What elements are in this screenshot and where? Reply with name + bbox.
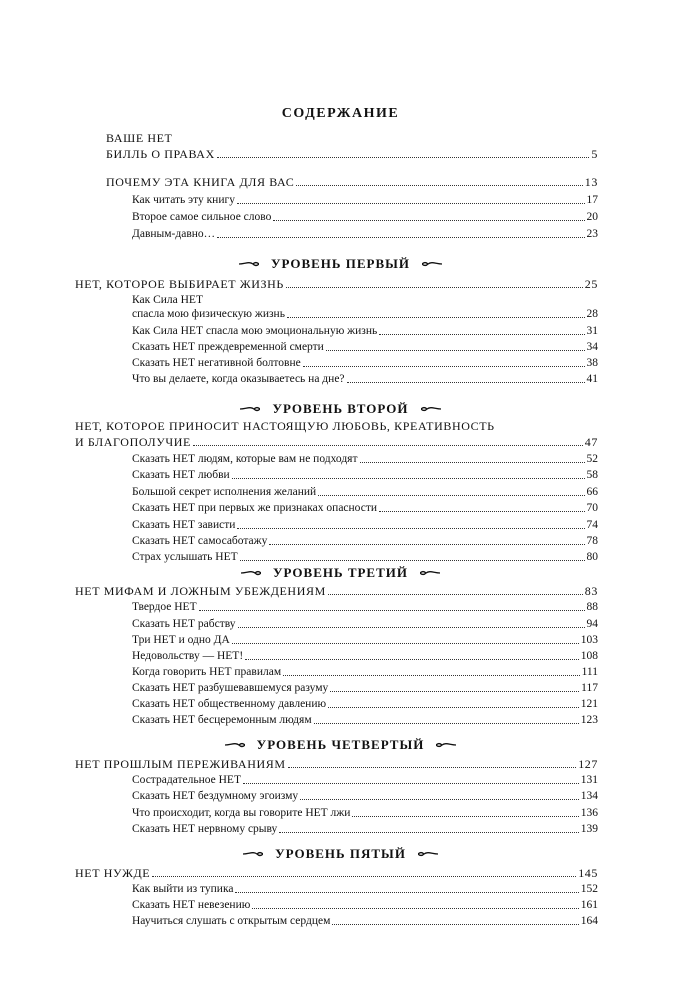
toc-entry-text: Второе самое сильное слово — [132, 211, 272, 223]
dot-leader — [286, 286, 583, 288]
dot-leader — [238, 626, 585, 628]
toc-entry[interactable] — [132, 617, 598, 631]
toc-entry-text: И БЛАГОПОЛУЧИЕ — [75, 435, 191, 449]
toc-entry-page: 23 — [586, 228, 598, 240]
toc-entry-text: Сказать НЕТ людям, которые вам не подходят — [132, 453, 358, 465]
toc-entry-text: Сказать НЕТ любви — [132, 469, 230, 481]
toc-entry[interactable] — [106, 175, 598, 189]
dot-leader — [237, 202, 585, 204]
toc-entry-text: Страх услышать НЕТ — [132, 551, 238, 563]
toc-entry-page: 70 — [586, 502, 598, 514]
toc-entry-text: Давным-давно… — [132, 228, 216, 240]
toc-entry-text: Научиться слушать с открытым сердцем — [132, 915, 331, 927]
toc-entry-text: Сказать НЕТ невезению — [132, 899, 251, 911]
dot-leader — [217, 156, 590, 158]
dot-leader — [287, 316, 585, 318]
toc-entry[interactable] — [75, 757, 598, 771]
toc-entry[interactable] — [132, 340, 598, 354]
toc-entry-text: Твердое НЕТ — [132, 601, 197, 613]
toc-entry-page: 34 — [586, 341, 598, 353]
toc-entry-page: 127 — [578, 757, 598, 771]
section-heading-text: УРОВЕНЬ ВТОРОЙ — [272, 401, 409, 416]
toc-entry[interactable] — [132, 356, 598, 370]
toc-entry-page: 47 — [584, 435, 598, 449]
dot-leader — [245, 658, 579, 660]
section-heading — [0, 256, 681, 272]
toc-entry-text: Сказать НЕТ разбушевавшемуся разуму — [132, 682, 329, 694]
toc-entry[interactable] — [75, 866, 598, 880]
toc-entry-text: Сказать НЕТ рабству — [132, 618, 236, 630]
toc-entry-page: 83 — [584, 584, 598, 598]
section-heading — [0, 565, 681, 581]
toc-entry-text: Что происходит, когда вы говорите НЕТ лжи — [132, 807, 351, 819]
toc-entry-page: 52 — [586, 453, 598, 465]
toc-entry-text: ВАШЕ НЕТ — [106, 131, 173, 145]
dot-leader — [300, 798, 579, 800]
dot-leader — [360, 461, 585, 463]
toc-entry-text: Как Сила НЕТ — [132, 294, 203, 306]
toc-entry-page: 28 — [586, 308, 598, 320]
dot-leader — [235, 891, 578, 893]
toc-entry-page: 20 — [586, 211, 598, 223]
toc-entry-page: 145 — [578, 866, 598, 880]
section-heading — [0, 401, 681, 417]
dot-leader — [326, 349, 585, 351]
dot-leader — [279, 831, 578, 833]
dot-leader — [332, 923, 578, 925]
toc-entry-text: НЕТ ПРОШЛЫМ ПЕРЕЖИВАНИЯМ — [75, 757, 286, 771]
toc-entry-page: 94 — [586, 618, 598, 630]
toc-entry-text: НЕТ, КОТОРОЕ ВЫБИРАЕТ ЖИЗНЬ — [75, 277, 284, 291]
toc-entry[interactable] — [132, 485, 598, 499]
dot-leader — [252, 907, 578, 909]
toc-entry-text: Три НЕТ и одно ДА — [132, 634, 230, 646]
toc-entry[interactable] — [132, 649, 598, 663]
section-heading — [0, 737, 681, 753]
toc-entry-text: спасла мою физическую жизнь — [132, 308, 285, 320]
ornament-right-icon — [421, 405, 441, 413]
dot-leader — [347, 381, 585, 383]
toc-entry[interactable] — [75, 584, 598, 598]
toc-entry[interactable] — [132, 227, 598, 241]
toc-entry[interactable] — [132, 468, 598, 482]
toc-entry-page: 38 — [586, 357, 598, 369]
toc-entry-text: БИЛЛЬ О ПРАВАХ — [106, 147, 215, 161]
toc-entry-page: 17 — [586, 194, 598, 206]
toc-entry-text: НЕТ МИФАМ И ЛОЖНЫМ УБЕЖДЕНИЯМ — [75, 584, 326, 598]
ornament-right-icon — [436, 741, 456, 749]
toc-entry-page: 136 — [580, 807, 598, 819]
toc-entry-text: Сказать НЕТ общественному давлению — [132, 698, 327, 710]
toc-entry[interactable] — [132, 210, 598, 224]
section-heading-text: УРОВЕНЬ ЧЕТВЕРТЫЙ — [256, 737, 425, 752]
toc-entry[interactable] — [132, 789, 598, 803]
toc-entry-page: 25 — [584, 277, 598, 291]
toc-entry[interactable] — [132, 600, 598, 614]
toc-entry-text: НЕТ, КОТОРОЕ ПРИНОСИТ НАСТОЯЩУЮ ЛЮБОВЬ, КРЕАТИВНОСТЬ — [75, 419, 495, 433]
toc-entry-text: Недовольству — НЕТ! — [132, 650, 244, 662]
dot-leader — [232, 642, 579, 644]
toc-entry-text: Как Сила НЕТ спасла мою эмоциональную жизнь — [132, 325, 378, 337]
toc-entry-page: 31 — [586, 325, 598, 337]
toc-entry-page: 121 — [580, 698, 598, 710]
toc-entry[interactable] — [75, 277, 598, 291]
toc-entry[interactable] — [132, 307, 598, 321]
toc-entry-page: 80 — [586, 551, 598, 563]
dot-leader — [379, 510, 585, 512]
toc-entry-page: 111 — [581, 666, 598, 678]
dot-leader — [193, 444, 583, 446]
ornament-left-icon — [225, 741, 245, 749]
ornament-left-icon — [241, 569, 261, 577]
toc-entry[interactable] — [132, 550, 598, 564]
section-heading-text: УРОВЕНЬ ПЕРВЫЙ — [270, 256, 411, 271]
toc-entry[interactable] — [132, 372, 598, 386]
toc-entry[interactable] — [132, 822, 598, 836]
toc-entry-page: 66 — [586, 486, 598, 498]
dot-leader — [273, 219, 584, 221]
toc-entry[interactable] — [106, 147, 598, 161]
toc-entry[interactable] — [132, 518, 598, 532]
dot-leader — [152, 875, 576, 877]
toc-entry-page: 131 — [580, 774, 598, 786]
toc-entry-text: Когда говорить НЕТ правилам — [132, 666, 282, 678]
dot-leader — [379, 333, 584, 335]
toc-entry-page: 161 — [580, 899, 598, 911]
dot-leader — [283, 674, 579, 676]
toc-entry[interactable] — [132, 773, 598, 787]
toc-entry[interactable] — [132, 665, 598, 679]
toc-entry[interactable] — [132, 681, 598, 695]
dot-leader — [199, 609, 585, 611]
ornament-right-icon — [420, 569, 440, 577]
toc-entry-page: 108 — [580, 650, 598, 662]
toc-entry-text: Сказать НЕТ негативной болтовне — [132, 357, 301, 369]
dot-leader — [318, 494, 584, 496]
toc-entry[interactable] — [75, 435, 598, 449]
toc-entry-text: Сказать НЕТ нервному срыву — [132, 823, 278, 835]
toc-entry-page: 41 — [586, 373, 598, 385]
toc-entry[interactable] — [132, 534, 598, 548]
ornament-right-icon — [422, 260, 442, 268]
toc-entry-page: 88 — [586, 601, 598, 613]
dot-leader — [328, 706, 579, 708]
toc-entry-text: Как читать эту книгу — [132, 194, 235, 206]
toc-entry-text: НЕТ НУЖДЕ — [75, 866, 151, 880]
dot-leader — [288, 766, 577, 768]
toc-entry-text: Сказать НЕТ самосаботажу — [132, 535, 268, 547]
toc-entry-page: 78 — [586, 535, 598, 547]
ornament-left-icon — [243, 850, 263, 858]
toc-entry[interactable] — [132, 452, 598, 466]
toc-entry-page: 123 — [580, 714, 598, 726]
toc-entry-text: Сказать НЕТ зависти — [132, 519, 236, 531]
toc-entry-page: 5 — [591, 147, 598, 161]
toc-entry-text: Как выйти из тупика — [132, 883, 234, 895]
toc-entry-page: 139 — [580, 823, 598, 835]
toc-entry[interactable] — [132, 501, 598, 515]
ornament-left-icon — [240, 405, 260, 413]
toc-entry-text: Сострадательное НЕТ — [132, 774, 241, 786]
dot-leader — [303, 365, 585, 367]
toc-entry-page: 74 — [586, 519, 598, 531]
toc-entry-text: Сказать НЕТ бездумному эгоизму — [132, 790, 299, 802]
toc-entry[interactable] — [132, 898, 598, 912]
dot-leader — [296, 184, 582, 186]
dot-leader — [269, 543, 584, 545]
toc-entry-text: ПОЧЕМУ ЭТА КНИГА ДЛЯ ВАС — [106, 175, 295, 189]
toc-entry-page: 58 — [586, 469, 598, 481]
toc-entry[interactable] — [132, 882, 598, 896]
toc-entry[interactable] — [132, 633, 598, 647]
dot-leader — [237, 527, 584, 529]
toc-entry-text: Сказать НЕТ при первых же признаках опасности — [132, 502, 377, 514]
toc-entry-page: 13 — [584, 175, 598, 189]
toc-title: СОДЕРЖАНИЕ — [281, 106, 400, 121]
dot-leader — [352, 815, 578, 817]
section-heading-text: УРОВЕНЬ ПЯТЫЙ — [275, 846, 406, 861]
toc-entry-text: Что вы делаете, когда оказываетесь на дне? — [132, 373, 345, 385]
dot-leader — [314, 722, 579, 724]
toc-entry-text: Сказать НЕТ бесцеремонным людям — [132, 714, 312, 726]
ornament-right-icon — [418, 850, 438, 858]
toc-entry[interactable] — [132, 193, 598, 207]
toc-entry[interactable] — [132, 697, 598, 711]
ornament-left-icon — [239, 260, 259, 268]
dot-leader — [330, 690, 579, 692]
dot-leader — [328, 593, 583, 595]
toc-entry-page: 134 — [580, 790, 598, 802]
section-heading — [0, 846, 681, 862]
toc-entry[interactable] — [132, 713, 598, 727]
toc-entry[interactable] — [132, 914, 598, 928]
toc-entry[interactable] — [132, 324, 598, 338]
toc-entry-page: 103 — [580, 634, 598, 646]
dot-leader — [243, 782, 579, 784]
toc-entry[interactable] — [132, 806, 598, 820]
toc-entry-page: 152 — [580, 883, 598, 895]
dot-leader — [232, 477, 585, 479]
toc-entry-page: 117 — [581, 682, 598, 694]
toc-entry-text: Сказать НЕТ преждевременной смерти — [132, 341, 324, 353]
toc-entry-text: Большой секрет исполнения желаний — [132, 486, 317, 498]
section-heading-text: УРОВЕНЬ ТРЕТИЙ — [273, 565, 408, 580]
toc-entry-page: 164 — [580, 915, 598, 927]
dot-leader — [240, 559, 585, 561]
dot-leader — [217, 236, 584, 238]
